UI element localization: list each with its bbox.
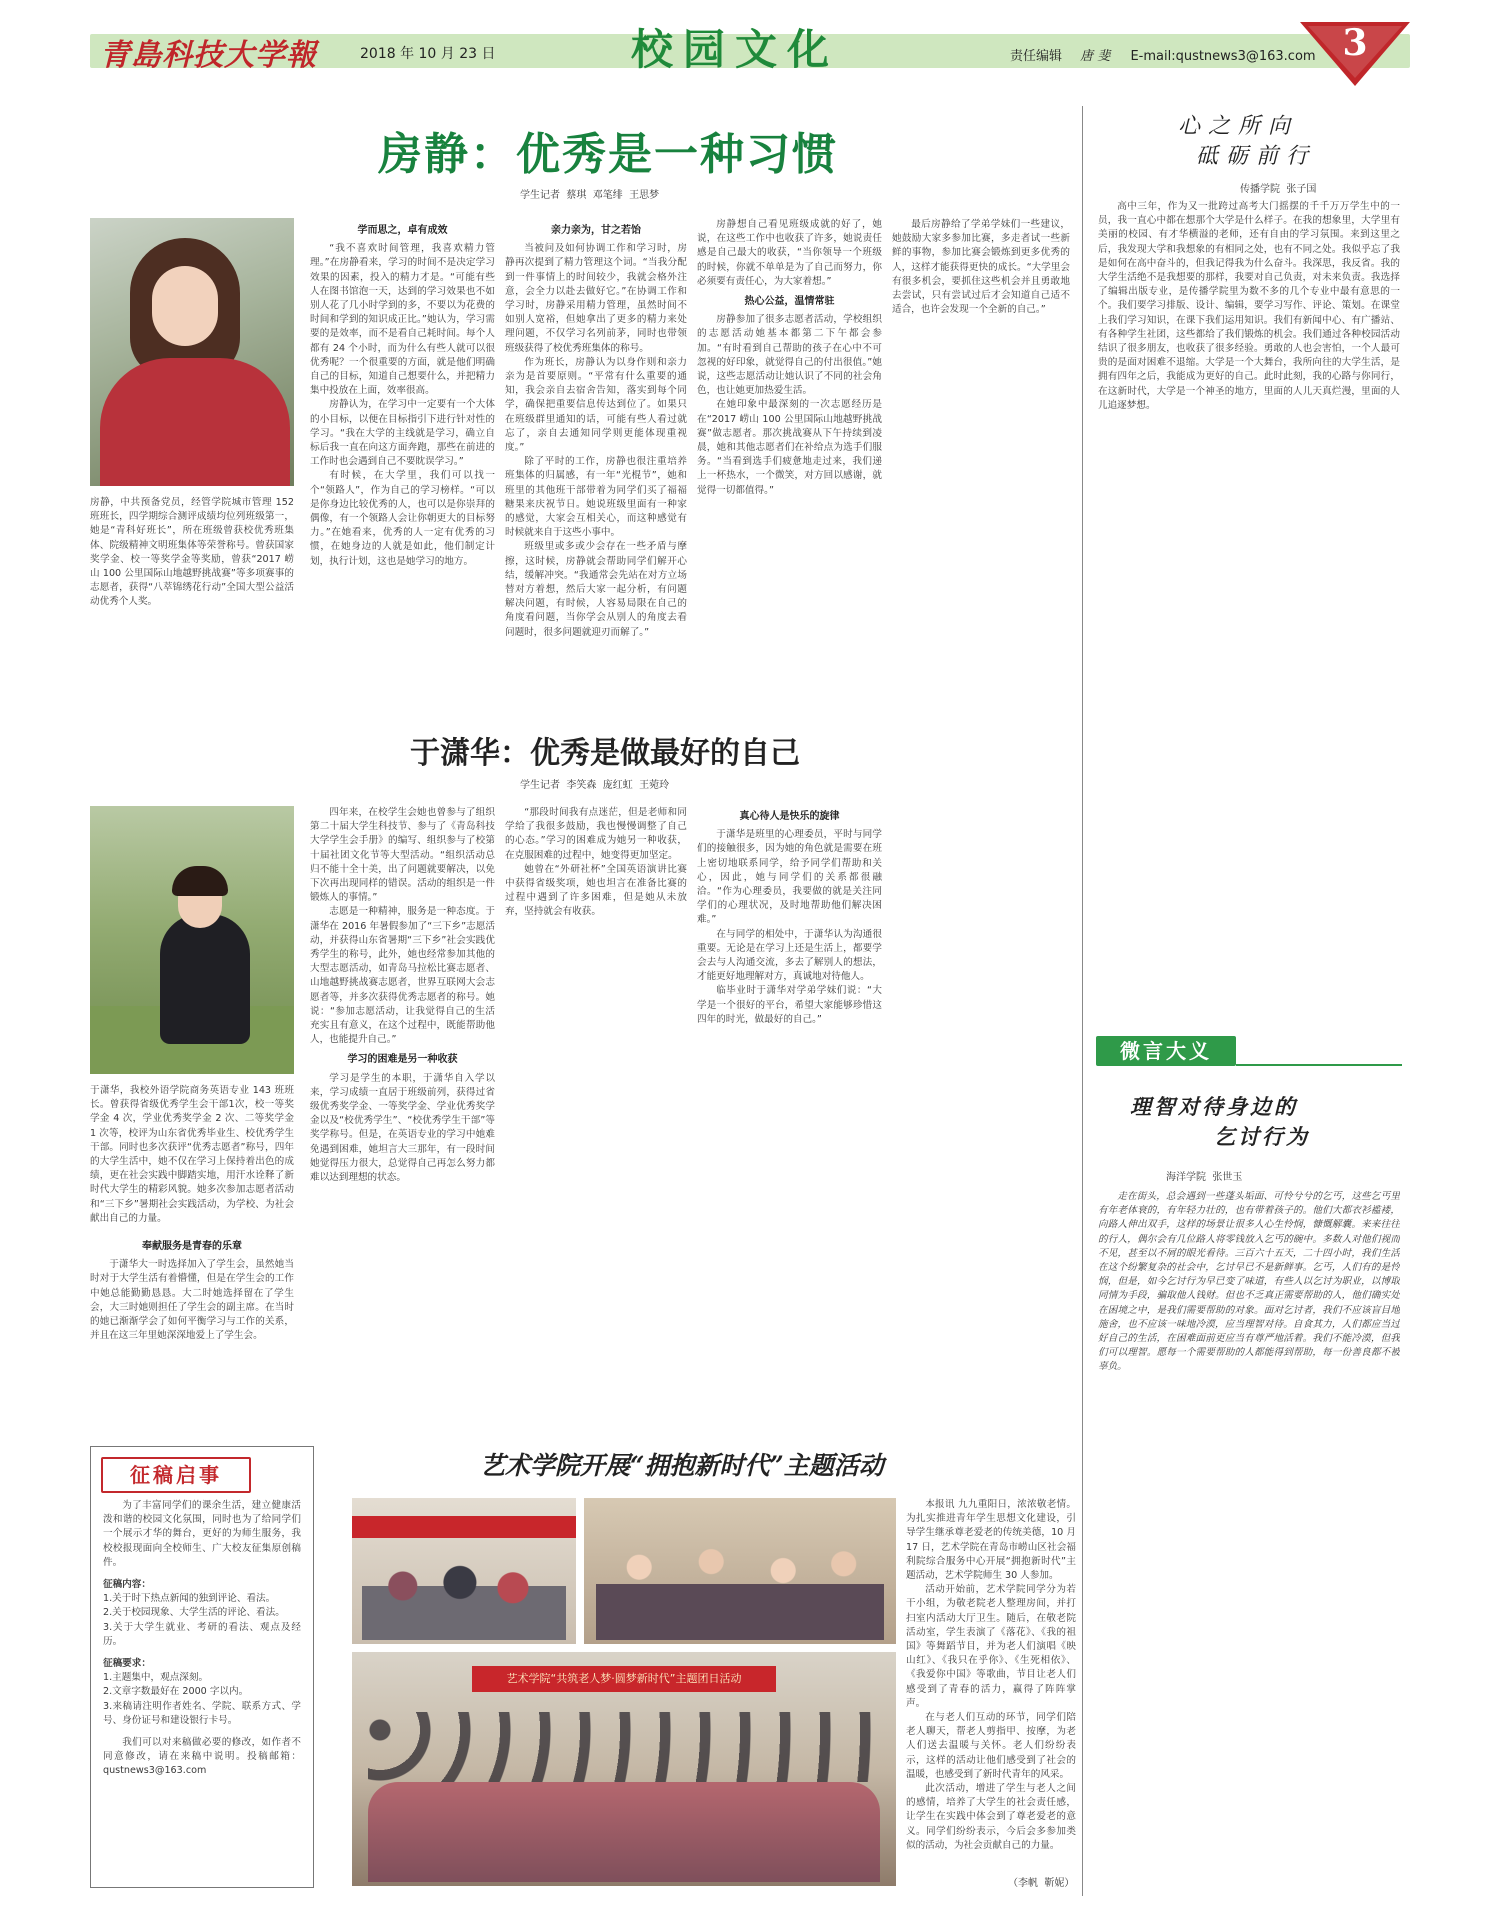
- photo-group: [362, 1550, 566, 1640]
- article1-heading-1: 学而思之，卓有成效: [357, 225, 448, 236]
- weiyan-title: [1130, 1092, 1390, 1152]
- call-for-papers-box: [90, 1446, 314, 1888]
- column-body: 高中三年，作为又一批跨过高考大门摇摆的千千万万学生中的一员，我一直心中都在想那个大学是什么样子。在我的想象里，大学里有美丽的校园、有才华横溢的老师，还有自由的学习氛围。来到这里之后，我发现大学和我想象的有相同之处，也有不同之处。我似乎忘了我是如何在高中奋斗的，但我记得我为什么奋斗。我深思，我反省。我的大学生活绝不是我想要的那样，我要对自己负责，对未来负责。我选择了编辑出版专业，是传播学院里为数不多的几个专业中最有意思的一个。我们要学习排版、设计、编辑，要学习写作、评论、策划。在课堂上我们学习知识，在课下我们运用知识。我们有新闻中心、有广播站、有各种学生社团，这些都给了我们锻炼的机会。我们通过各种校园活动结识了很多朋友，也收获了很多经验。勇敢的人也会害怕，一个人最可贵的是面对困难不退缩。大学是一个大舞台，我所向往的大学生活，是拥有四年之后，我能成为更好的自己。此时此刻，我的心路与你同行，在这新时代，大学是一个神圣的地方，里面的人儿天真烂漫，里面的人儿追逐梦想。: [1098, 201, 1400, 411]
- section-title-text: 校园文化: [630, 25, 839, 74]
- article1-para: 班级里或多或少会存在一些矛盾与摩擦，这时候，房静就会帮助同学们解开心结，缓解冲突。“我通常会先站在对方立场替对方着想，然后大家一起分析，有问题解决问题，有时候，人容易局限在自己的角度看问题，当你学会从别人的角度去看问题时，很多问题就迎刃而解了。”: [505, 541, 687, 638]
- article1-para: 房静认为，在学习中一定要有一个大体的小目标，以便在目标指引下进行针对性的学习。“我在大学的主线就是学习，确立自标后我一直在向这方面奔跑，那些在前进的工作时也会遇到自己不要眈误学习。”: [310, 399, 495, 468]
- notice-req: 1.主题集中，观点深刻。: [103, 1672, 209, 1684]
- article3-para: 在与老人们互动的环节，同学们陪老人聊天，帮老人剪指甲、按摩，为老人们送去温暖与关怀。老人们纷纷表示，这样的活动让他们感受到了社会的温暖，也感受到了新时代青年的风采。: [906, 1712, 1076, 1780]
- weiyan-tag-text: 微言大义: [1120, 1039, 1212, 1063]
- page-number: 3: [1342, 22, 1368, 64]
- article2-col4: [697, 806, 882, 1436]
- weiyan-tag-underline: [1236, 1064, 1402, 1066]
- notice-req: 3.来稿请注明作者姓名、学院、联系方式、学号、身份证号和建设银行卡号。: [103, 1700, 301, 1726]
- article2-heading-3: 真心待人是快乐的旋律: [739, 811, 840, 822]
- article3-col1: [906, 1498, 1076, 1870]
- column-title-line1: 心之所向: [1178, 114, 1299, 139]
- notice-item: 2.关于校园现象、大学生活的评论、看法。: [103, 1607, 285, 1619]
- notice-intro: 为了丰富同学们的课余生活，建立健康活泼和谐的校园文化氛围，同时也为了给同学们一个展示才华的舞台，更好的为师生服务，我校校报现面向全校师生、广大校友征集原创稿件。: [103, 1500, 301, 1568]
- page-number-badge: [1300, 20, 1410, 88]
- article2-para: 于潇华是班里的心理委员，平时与同学们的接触很多，因为她的角色就是需要在班上密切地联系同学，给予同学们帮助和关心，因此，她与同学们的关系都很融洽。“作为心理委员，我要做的就是关注同学们的心理状况，及时地帮助他们解决困难。”: [697, 829, 882, 926]
- article2-col3: [505, 806, 687, 1436]
- column-title-line2: 砥砺前行: [1196, 144, 1317, 169]
- article3-photo-2: [584, 1498, 896, 1644]
- notice-outro: 我们可以对来稿做必要的修改，如作者不同意修改，请在来稿中说明。投稿邮箱：qustnews3@163.com: [103, 1737, 301, 1777]
- article1-col4: [697, 218, 882, 723]
- photo-people: [596, 1528, 884, 1640]
- article1-heading-3: 热心公益，温情常驻: [744, 296, 835, 308]
- article1-para: 在她印象中最深刻的一次志愿经历是在“2017 崂山 100 公里国际山地越野挑战赛”做志愿者。那次挑战赛从下午持续到凌晨，她和其他志愿者们在补给点为选手们服务。“当看到选手们疲惫地走过来，我们递上一杯热水，一个微笑，对方回以感谢，就觉得一切都值得。”: [697, 399, 882, 496]
- photo-banner: [472, 1666, 776, 1692]
- article3-photo-1: [352, 1498, 576, 1644]
- article2-heading-1: 奉献服务是青春的乐章: [142, 1241, 242, 1252]
- notice-title-bar: [101, 1457, 251, 1493]
- article3-photo-3: [352, 1652, 896, 1886]
- photo-banner: [352, 1516, 576, 1538]
- article2-para: 学习是学生的本职，于潇华自入学以来，学习成绩一直居于班级前列，获得过省级优秀奖学金、一等奖学金、学业优秀奖学金以及“校优秀学生”、“校优秀学生干部”等奖学称号。但是，在英语专业的学习中她难免遇到困难，她坦言大三那年，有一段时间她觉得压力很大，总觉得自己再怎么努力都难以达到理想的状态。: [310, 1072, 495, 1184]
- article2-para: 四年来，在校学生会她也曾参与了组织第二十届大学生科技节、参与了《青岛科技大学学生会手册》的编写、组织参与了校第十届社团文化节等大型活动。“组织活动总归不能十全十美，出了问题就要解决，以免下次再出现同样的错误。活动的组织是一件锻炼人的事情。”: [310, 807, 495, 904]
- column-author: 传播学院 张子国: [1240, 184, 1317, 195]
- notice-body: [103, 1499, 301, 1879]
- article3-para: 此次活动，增进了学生与老人之间的感情，培养了大学生的社会责任感，让学生在实践中体会到了尊老爱老的意义。同学们纷纷表示，今后会多参加类似的活动，为社会贡献自己的力量。: [906, 1783, 1076, 1851]
- article2-heading-2: 学习的困难是另一种收获: [347, 1054, 458, 1066]
- article3-para: 本报讯 九九重阳日，浓浓敬老情。为扎实推进青年学生思想文化建设，引导学生继承尊老爱老的传统美德，10 月 17 日，艺术学院在青岛市崂山区社会福利院综合服务中心开展“拥抱新时代”主题活动，艺术学院师生 30 人参加。: [906, 1499, 1076, 1582]
- article1-heading-2: 亲力亲为，甘之若饴: [551, 225, 641, 236]
- article1-para: 房静参加了很多志愿者活动，学校组织的志愿活动她基本都第二下午都会参加。“有时看到自己帮助的孩子在心中不可忽视的好印象，就觉得自己的付出很值。”她说，这些志愿活动让她认识了不同的社会角色，也让她更加热爱生活。: [697, 314, 882, 397]
- article2-para: 在与同学的相处中，于潇华认为沟通很重要。无论是在学习上还是生活上，都要学会去与人沟通交流，多去了解别人的想法，才能更好地理解对方，真诚地对待他人。: [697, 928, 882, 983]
- article1-photo-caption: 房静，中共预备党员，经管学院城市管理 152 班班长，四学期综合测评成绩均位列班级第一，她是“青科好班长”，所在班级曾获校优秀班集体、院级精神文明班集体等荣誉称号。曾获国家奖学金、校一等奖学金等奖励，曾获“2017 崂山 100 公里国际山地越野挑战赛”等多项赛事的志愿者，获得“八萃锦绣花行动”全国大型公益活动优秀个人奖。: [90, 497, 294, 608]
- editor-label: 责任编辑: [1010, 49, 1063, 64]
- notice-item: 3.关于大学生就业、考研的看法、观点及经历。: [103, 1621, 301, 1647]
- article2-title: 于潇华：优秀是做最好的自己: [410, 736, 800, 771]
- article1-para: 房静想自己看见班级成就的好了，她说，在这些工作中也收获了许多，她说责任感是自己最大的收获，“当你领导一个班级的时候，你就不单单是为了自己而努力，你必须要有责任心，为大家着想。”: [697, 219, 882, 287]
- article2-byline: 学生记者 李笑森 庞红虹 王菀玲: [520, 780, 670, 791]
- article2-para: “那段时间我有点迷茫，但是老师和同学给了我很多鼓励，我也慢慢调整了自己的心态。”学习的困难成为她另一种收获，在克服困难的过程中，她变得更加坚定。: [505, 807, 687, 861]
- article3-title: 艺术学院开展“拥抱新时代”主题活动: [480, 1451, 884, 1480]
- notice-content-label: 征稿内容：: [103, 1579, 151, 1591]
- article1-para: 有时候，在大学里，我们可以找一个“领路人”，作为自己的学习榜样。“可以是你身边比较优秀的人，也可以是你崇拜的偶像，有一个领路人会让你朝更大的目标努力。”在她看来，优秀的人一定有优秀的习惯，在她身边的人就是如此，他们制定计划，执行计划，这也是她学习的地方。: [310, 470, 495, 567]
- article2-photo: [90, 806, 294, 1074]
- editor-info: [1010, 45, 1316, 64]
- article2-para: 于潇华大一时选择加入了学生会，虽然她当时对于大学生活有着懵懂，但是在学生会的工作中她总能勤勤恳恳。大二时她选择留在了学生会，大三时她则担任了学生会的副主席。在当时的她已渐渐学会了如何平衡学习与工作的关系，并且在这三年里她深深地爱上了学生会。: [90, 1259, 294, 1342]
- weiyan-author: 海洋学院 张世玉: [1166, 1172, 1243, 1183]
- article1-col2: [310, 218, 495, 723]
- article2-photo-caption: 于潇华，我校外语学院商务英语专业 143 班班长。曾获得省级优秀学生会干部1次，校一等奖学金 4 次，学业优秀奖学金 2 次、二等奖学金 1 次等，校评为山东省优秀毕业生、校优秀学生干部。同时也多次获评“优秀志愿者”称号，四年的大学生活中，她不仅在学习上保持着出色的成绩，更在社会实践中脚踏实地，用汗水诠释了新时代大学生的精彩风貌。她多次参加志愿者活动和“三下乡”暑期社会实践活动，为学校、为社会献出自己的力量。: [90, 1085, 294, 1224]
- notice-req: 2.文章字数最好在 2000 字以内。: [103, 1686, 249, 1698]
- article2-para: 临毕业时于潇华对学弟学妹们说：“大学是一个很好的平台，希望大家能够珍惜这四年的时光，做最好的自己。”: [697, 985, 882, 1025]
- article1-title: 房静：优秀是一种习惯: [378, 129, 838, 180]
- editor-email: E-mail:qustnews3@163.com: [1130, 49, 1316, 64]
- paper-name: 青島科技大学報: [100, 38, 317, 73]
- column-title: [1178, 112, 1388, 172]
- notice-req-label: 征稿要求：: [103, 1658, 151, 1670]
- photo-figure-hair: [172, 866, 228, 896]
- article1-para: 作为班长，房静认为以身作则和亲力亲为是首要原则。“平常有什么重要的通知，我会亲自去宿舍告知，落实到每个同学，确保把重要信息传达到位了。如果只在班级群里通知的话，可能有些人看过就忘了，亲自去通知同学则更能体现重视度。”: [505, 356, 687, 454]
- section-title: [592, 24, 878, 76]
- notice-title: 征稿启事: [130, 1463, 222, 1487]
- weiyan-title-line1: 理智对待身边的: [1130, 1094, 1298, 1119]
- article1-para: 最后房静给了学弟学妹们一些建议，她鼓励大家多参加比赛，多走者试一些新鲜的事物，参加比赛会锻炼到更多优秀的人，这样才能获得更快的成长。“大学里会有很多机会，要抓住这些机会并且勇敢地去尝试，只有尝试过后才会知道自己适不适合，也许会发现一个全新的自己。”: [892, 219, 1070, 316]
- photo-group-back-row: [368, 1712, 880, 1782]
- article2-para: 她曾在“外研社杯”全国英语演讲比赛中获得省级奖项，她也坦言在准备比赛的过程中遇到了许多困难，但是她从未放弃，坚持就会有收获。: [505, 863, 687, 918]
- photo-banner-text: 艺术学院“共筑老人梦·圆梦新时代”主题团日活动: [506, 1672, 742, 1685]
- article1-para: 除了平时的工作，房静也很注重培养班集体的归属感，有一年“光棍节”，她和班里的其他班干部带着为同学们买了福福糖果来庆祝节日。她说班级里面有一种家的感觉，大家会互相关心，而这种感觉有时候就来自于这些小事中。: [505, 456, 687, 539]
- article1-col5: [892, 218, 1070, 723]
- weiyan-body: 走在街头，总会遇到一些蓬头垢面、可怜兮兮的乞丐，这些乞丐里有年老体衰的，有年轻力壮的，也有带着孩子的。他们大都衣衫褴褛，向路人伸出双手，这样的场景让很多人心生怜悯，慷慨解囊。来来往往的行人，偶尔会有几位路人将零钱放入乞丐的碗中。多数人对他们视而不见，甚至以不屑的眼光看待。三百六十五天，二十四小时，我们生活在这个纷繁复杂的社会中，乞讨早已不是新鲜事。乞丐，人们有的是怜悯，但是，如今乞讨行为早已变了味道，有些人以乞讨为职业，以博取同情为手段，骗取他人钱财。但也不乏真正需要帮助的人，他们确实处在困境之中，是我们需要帮助的对象。面对乞讨者，我们不应该盲目地施舍，也不应该一味地冷漠，应当理智对待。自食其力，人们都应当过好自己的生活，在困难面前更应当有尊严地活着。我们不能冷漠，但我们可以理智。愿每一个需要帮助的人都能得到帮助，每一份善良都不被辜负。: [1098, 1191, 1400, 1373]
- article1-col3: [505, 218, 687, 723]
- article1-byline: 学生记者 蔡琪 邓笔绯 王思梦: [520, 190, 660, 201]
- issue-date: 2018 年 10 月 23 日: [360, 46, 496, 62]
- article2-col1-lower: [90, 1236, 294, 1436]
- article2-para: 志愿是一种精神，服务是一种态度。于潇华在 2016 年暑假参加了“三下乡”志愿活动，并获得山东省暑期“三下乡”社会实践优秀学生的称号，此外，她也经常参加其他的大型志愿活动，如青岛马拉松比赛志愿者、山地越野挑战赛志愿者，世界互联网大会志愿者等，并多次获得优秀志愿者的称号。她说：“参加志愿活动，让我觉得自己的生活充实且有意义，在这个过程中，既能帮助他人，也能提升自己。”: [310, 906, 495, 1046]
- weiyan-tag: [1096, 1036, 1236, 1066]
- article1-para: 当被问及如何协调工作和学习时，房静再次提到了精力管理这个词。“当我分配到一件事情上的时间较少，我就会格外注意，会全力以赴去做好它。”在协调工作和学习时，房静采用精力管理，虽然时间不如别人宽裕，但她拿出了更多的精力来处理问题，不仅学习名列前茅，同时也带领班级获得了校优秀班集体的称号。: [505, 243, 687, 354]
- photo-group-front-row: [368, 1782, 880, 1882]
- photo-figure-face: [152, 266, 218, 346]
- column-divider: [1082, 106, 1083, 1896]
- article1-photo: [90, 218, 294, 486]
- article3-para: 活动开始前，艺术学院同学分为若干小组，为敬老院老人整理房间，并打扫室内活动大厅卫生。随后，在敬老院活动室，学生表演了《落花》、《我的祖国》等舞蹈节目，并为老人们演唱《映山红》、《我只在乎你》、《生死相依》、《我爱你中国》等歌曲，节目让老人们感受到了青春的活力，赢得了阵阵掌声。: [906, 1584, 1076, 1709]
- article1-para: “我不喜欢时间管理，我喜欢精力管理。”在房静看来，学习的时间不是决定学习效果的因素，投入的精力才是。“可能有些人在图书馆泡一天，达到的学习效果也不如别人花了几小时学到的多，不要以为花费的时间和学到的知识成正比。”她认为，学习需要的是效率，而不是看自己耗时间。每个人都有 24 个小时，而为什么有些人就可以很优秀呢？一个很重要的方面，就是他们明确自己的目标，知道自己想要什么，并把精力集中投放在上面，效率很高。: [310, 243, 495, 397]
- article2-col2: [310, 806, 495, 1436]
- photo-figure-hoodie: [100, 358, 290, 486]
- article3-credit: （李帆 靳妮）: [1008, 1878, 1075, 1889]
- notice-item: 1.关于时下热点新闻的独到评论、看法。: [103, 1593, 276, 1605]
- weiyan-title-line2: 乞讨行为: [1214, 1124, 1310, 1149]
- photo-figure-gown: [160, 914, 250, 1044]
- editor-name: 唐 斐: [1080, 49, 1111, 64]
